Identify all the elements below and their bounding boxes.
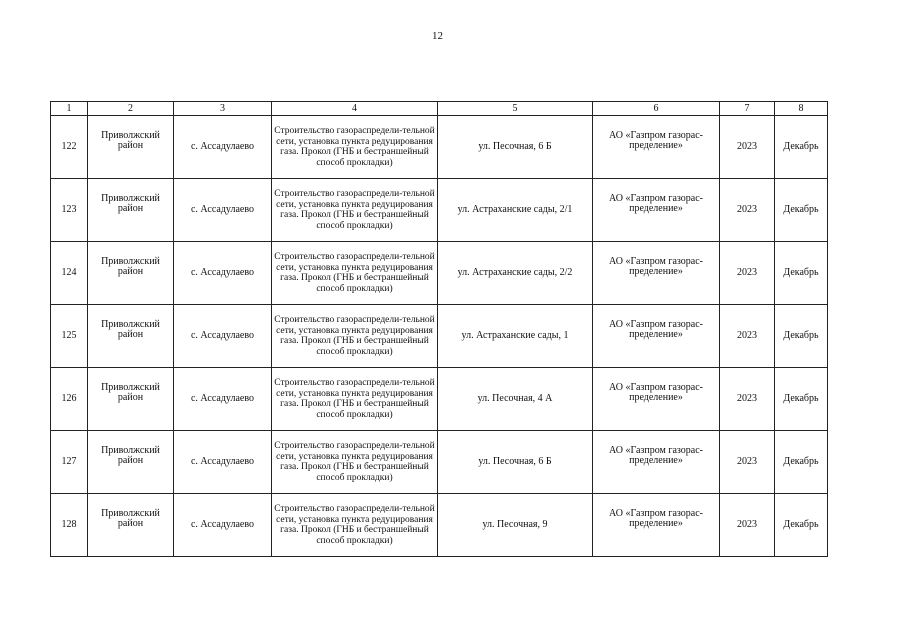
organization-cell — [593, 431, 720, 494]
organization-cell — [593, 242, 720, 305]
table-row — [51, 179, 828, 242]
month-cell: Декабрь — [775, 116, 828, 179]
district-text: Приволжский район — [101, 129, 160, 151]
month-cell: Декабрь — [775, 242, 828, 305]
row-number: 122 — [51, 116, 88, 179]
column-header: 1 — [51, 102, 88, 116]
table-row — [51, 494, 828, 557]
month-cell: Декабрь — [775, 431, 828, 494]
column-number-row — [51, 102, 828, 116]
district-text: Приволжский район — [101, 444, 160, 466]
table-row — [51, 242, 828, 305]
organization-cell — [593, 305, 720, 368]
district-cell — [88, 305, 174, 368]
month-cell: Декабрь — [775, 179, 828, 242]
address-cell: ул. Песочная, 6 Б — [438, 116, 593, 179]
address-cell: ул. Песочная, 9 — [438, 494, 593, 557]
column-header: 3 — [174, 102, 272, 116]
organization-cell — [593, 368, 720, 431]
row-number: 125 — [51, 305, 88, 368]
settlement-cell: с. Ассадулаево — [174, 305, 272, 368]
year-cell: 2023 — [720, 305, 775, 368]
organization-text: АО «Газпром газорас-пределение» — [609, 381, 703, 403]
work-description-cell: Строительство газораспредели-тельной сети, установка пункта редуцирования газа. Прокол (ГНБ и бестраншейный способ прокладки) — [272, 179, 438, 242]
year-cell: 2023 — [720, 494, 775, 557]
settlement-cell: с. Ассадулаево — [174, 116, 272, 179]
district-text: Приволжский район — [101, 192, 160, 214]
organization-text: АО «Газпром газорас-пределение» — [609, 192, 703, 214]
organization-text: АО «Газпром газорас-пределение» — [609, 444, 703, 466]
district-cell — [88, 116, 174, 179]
page-number: 12 — [432, 30, 443, 42]
settlement-cell: с. Ассадулаево — [174, 368, 272, 431]
settlement-cell: с. Ассадулаево — [174, 431, 272, 494]
column-header: 5 — [438, 102, 593, 116]
settlement-cell: с. Ассадулаево — [174, 494, 272, 557]
district-cell — [88, 494, 174, 557]
year-cell: 2023 — [720, 431, 775, 494]
district-cell — [88, 368, 174, 431]
work-description-cell: Строительство газораспредели-тельной сети, установка пункта редуцирования газа. Прокол (ГНБ и бестраншейный способ прокладки) — [272, 242, 438, 305]
organization-cell — [593, 116, 720, 179]
work-description-cell: Строительство газораспредели-тельной сети, установка пункта редуцирования газа. Прокол (ГНБ и бестраншейный способ прокладки) — [272, 431, 438, 494]
address-cell: ул. Астраханские сады, 1 — [438, 305, 593, 368]
address-cell: ул. Астраханские сады, 2/1 — [438, 179, 593, 242]
address-cell: ул. Песочная, 4 А — [438, 368, 593, 431]
year-cell: 2023 — [720, 179, 775, 242]
settlement-cell: с. Ассадулаево — [174, 242, 272, 305]
work-description-cell: Строительство газораспредели-тельной сети, установка пункта редуцирования газа. Прокол (ГНБ и бестраншейный способ прокладки) — [272, 116, 438, 179]
column-header: 2 — [88, 102, 174, 116]
row-number: 124 — [51, 242, 88, 305]
column-header: 4 — [272, 102, 438, 116]
work-description-cell: Строительство газораспредели-тельной сети, установка пункта редуцирования газа. Прокол (ГНБ и бестраншейный способ прокладки) — [272, 494, 438, 557]
row-number: 123 — [51, 179, 88, 242]
work-description-cell: Строительство газораспредели-тельной сети, установка пункта редуцирования газа. Прокол (ГНБ и бестраншейный способ прокладки) — [272, 368, 438, 431]
row-number: 127 — [51, 431, 88, 494]
row-number: 128 — [51, 494, 88, 557]
district-text: Приволжский район — [101, 507, 160, 529]
year-cell: 2023 — [720, 242, 775, 305]
settlement-cell: с. Ассадулаево — [174, 179, 272, 242]
year-cell: 2023 — [720, 116, 775, 179]
organization-text: АО «Газпром газорас-пределение» — [609, 255, 703, 277]
district-text: Приволжский район — [101, 318, 160, 340]
district-text: Приволжский район — [101, 255, 160, 277]
address-cell: ул. Астраханские сады, 2/2 — [438, 242, 593, 305]
column-header: 8 — [775, 102, 828, 116]
column-header: 7 — [720, 102, 775, 116]
works-table — [50, 101, 828, 557]
district-text: Приволжский район — [101, 381, 160, 403]
column-header: 6 — [593, 102, 720, 116]
district-cell — [88, 242, 174, 305]
district-cell — [88, 179, 174, 242]
table-row — [51, 431, 828, 494]
organization-text: АО «Газпром газорас-пределение» — [609, 318, 703, 340]
year-cell: 2023 — [720, 368, 775, 431]
table-row — [51, 368, 828, 431]
month-cell: Декабрь — [775, 494, 828, 557]
organization-cell — [593, 179, 720, 242]
month-cell: Декабрь — [775, 305, 828, 368]
address-cell: ул. Песочная, 6 Б — [438, 431, 593, 494]
organization-text: АО «Газпром газорас-пределение» — [609, 129, 703, 151]
month-cell: Декабрь — [775, 368, 828, 431]
table-row — [51, 116, 828, 179]
table-row — [51, 305, 828, 368]
row-number: 126 — [51, 368, 88, 431]
work-description-cell: Строительство газораспредели-тельной сети, установка пункта редуцирования газа. Прокол (ГНБ и бестраншейный способ прокладки) — [272, 305, 438, 368]
district-cell — [88, 431, 174, 494]
organization-text: АО «Газпром газорас-пределение» — [609, 507, 703, 529]
organization-cell — [593, 494, 720, 557]
